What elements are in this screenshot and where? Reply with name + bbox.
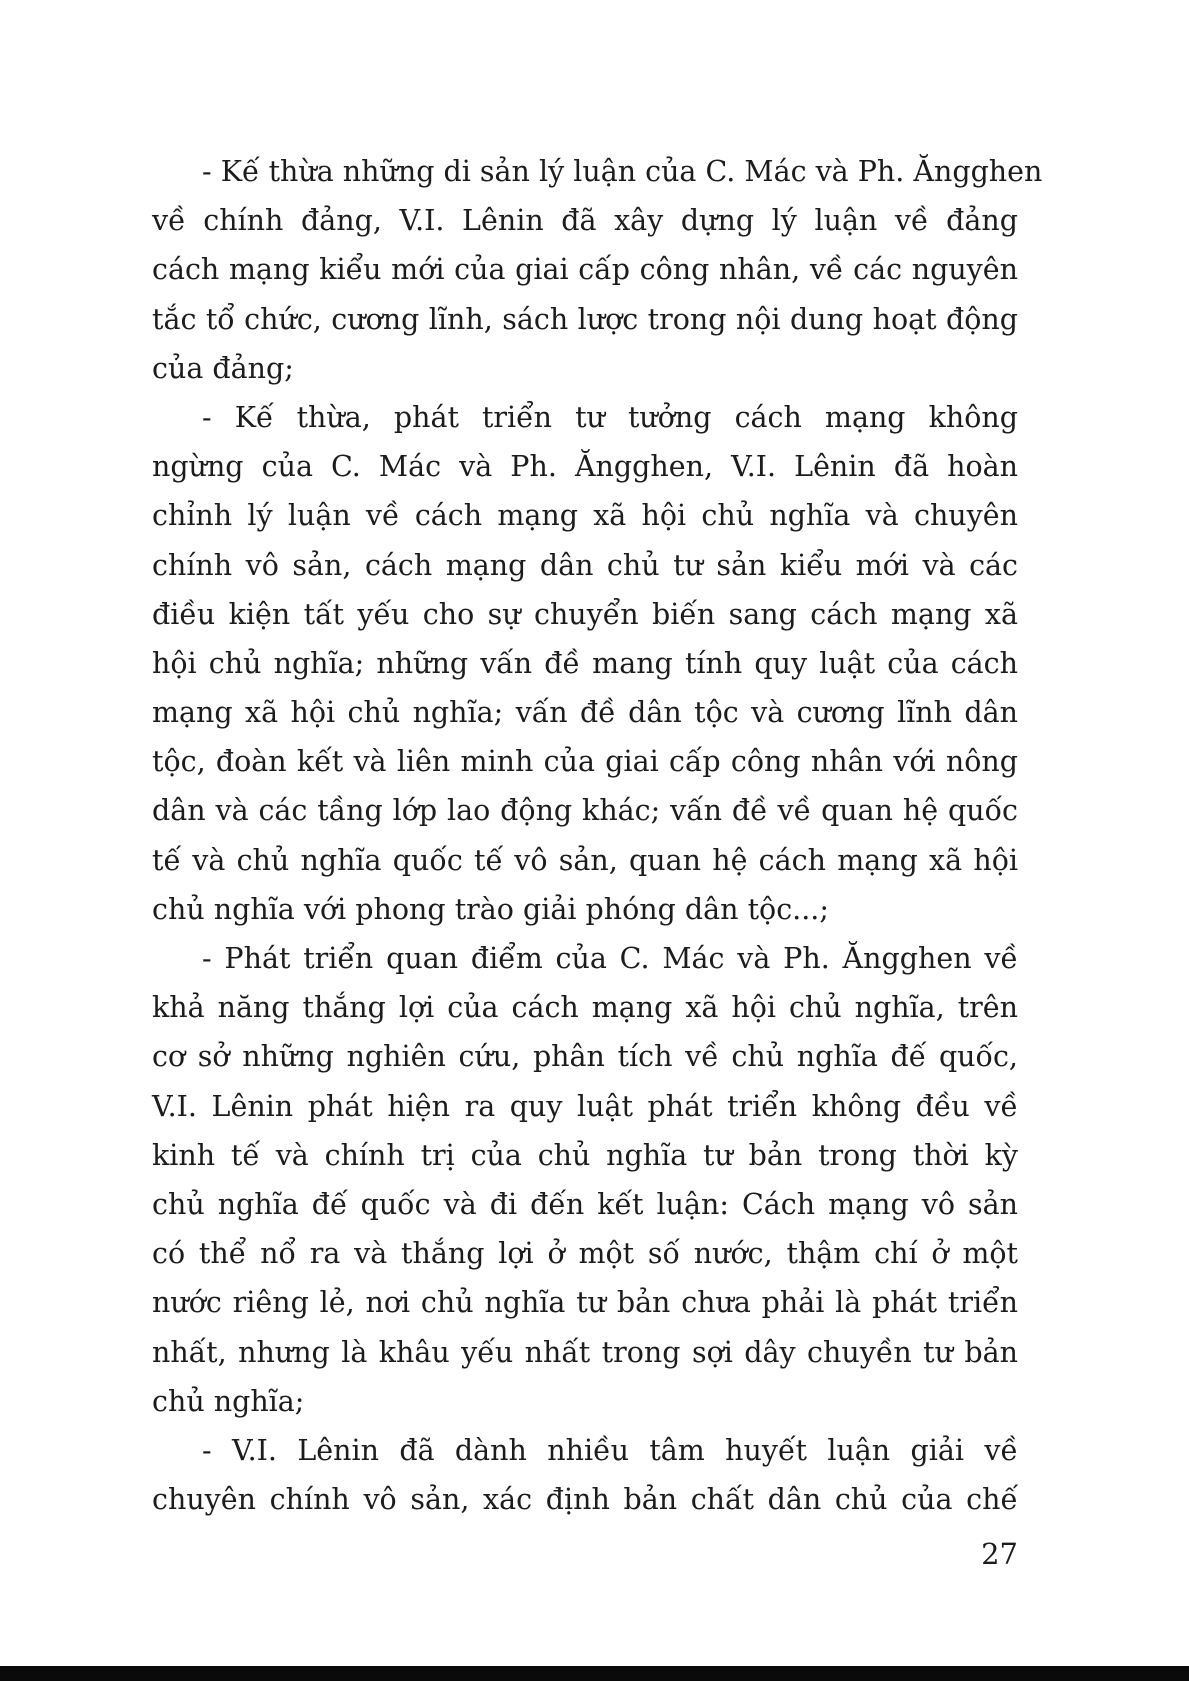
text-line: - V.I. Lênin đã dành nhiều tâm huyết luận giải về (202, 1433, 1018, 1467)
text-line: kinh tế và chính trị của chủ nghĩa tư bản trong thời kỳ (152, 1138, 1018, 1172)
scan-edge (0, 1666, 1189, 1681)
text-line: cách mạng kiểu mới của giai cấp công nhân, về các nguyên (152, 253, 1018, 287)
text-line: của đảng; (152, 351, 294, 385)
paragraph-4 (152, 1426, 1018, 1524)
text-line: ngừng của C. Mác và Ph. Ăngghen, V.I. Lênin đã hoàn (152, 450, 1018, 484)
body-text (152, 147, 1043, 1524)
paragraph-2 (152, 393, 1018, 934)
text-line: tộc, đoàn kết và liên minh của giai cấp công nhân với nông (152, 745, 1018, 779)
text-line: cơ sở những nghiên cứu, phân tích về chủ nghĩa đế quốc, (152, 1040, 1018, 1074)
paragraph-3 (152, 934, 1018, 1426)
text-line: - Phát triển quan điểm của C. Mác và Ph. Ăngghen về (202, 942, 1018, 975)
text-line: V.I. Lênin phát hiện ra quy luật phát triển không đều về (152, 1089, 1018, 1123)
text-line: - Kế thừa, phát triển tư tưởng cách mạng không (202, 400, 1018, 434)
text-line: nước riêng lẻ, nơi chủ nghĩa tư bản chưa phải là phát triển (152, 1286, 1018, 1320)
text-line: chuyên chính vô sản, xác định bản chất dân chủ của chế (152, 1483, 1018, 1517)
text-line: mạng xã hội chủ nghĩa; vấn đề dân tộc và cương lĩnh dân (152, 696, 1018, 730)
text-line: chính vô sản, cách mạng dân chủ tư sản kiểu mới và các (152, 548, 1018, 582)
text-line: dân và các tầng lớp lao động khác; vấn đề về quan hệ quốc (152, 794, 1018, 828)
text-line: về chính đảng, V.I. Lênin đã xây dựng lý luận về đảng (152, 204, 1018, 238)
text-line: khả năng thắng lợi của cách mạng xã hội chủ nghĩa, trên (152, 991, 1018, 1025)
paragraph-1 (152, 147, 1043, 393)
text-line: điều kiện tất yếu cho sự chuyển biến sang cách mạng xã (152, 597, 1018, 631)
text-line: chỉnh lý luận về cách mạng xã hội chủ nghĩa và chuyên (152, 499, 1018, 533)
text-line: chủ nghĩa; (152, 1384, 305, 1418)
text-line: tế và chủ nghĩa quốc tế vô sản, quan hệ cách mạng xã hội (152, 843, 1018, 877)
text-line: nhất, nhưng là khâu yếu nhất trong sợi dây chuyền tư bản (152, 1335, 1018, 1369)
text-line: tắc tổ chức, cương lĩnh, sách lược trong nội dung hoạt động (152, 302, 1018, 336)
text-line: có thể nổ ra và thắng lợi ở một số nước, thậm chí ở một (152, 1237, 1018, 1271)
text-line: hội chủ nghĩa; những vấn đề mang tính quy luật của cách (152, 646, 1018, 680)
text-line: - Kế thừa những di sản lý luận của C. Mác và Ph. Ăngghen (202, 155, 1043, 188)
page-number: 27 (981, 1537, 1018, 1571)
text-line: chủ nghĩa đế quốc và đi đến kết luận: Cách mạng vô sản (152, 1187, 1018, 1221)
text-line: chủ nghĩa với phong trào giải phóng dân tộc...; (152, 892, 829, 926)
